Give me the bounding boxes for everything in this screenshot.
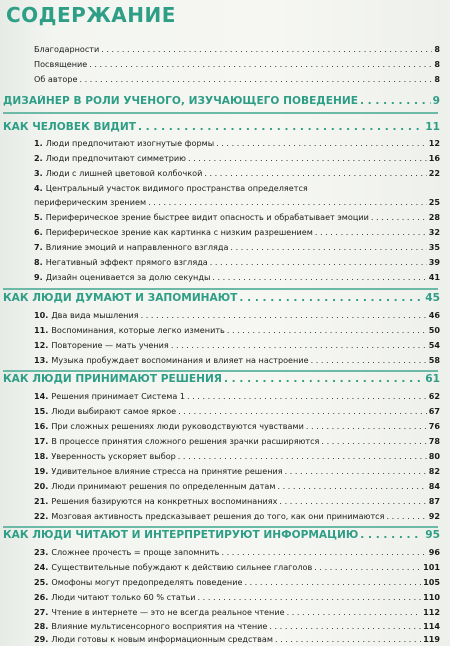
entry-text: Люди готовы к новым информационным средствам [51,634,273,644]
entry-text: В процессе принятия сложного решения зрачки расширяются [51,436,320,446]
heading-text: КАК ЛЮДИ ЧИТАЮТ И ИНТЕРПРЕТИРУЮТ ИНФОРМАЦИЮ [3,529,359,541]
toc-entry[interactable] [34,167,440,180]
entry-page: 96 [428,547,440,557]
section-heading[interactable] [3,121,440,133]
toc-entry[interactable] [34,420,440,433]
entry-number: 29. [34,634,49,644]
entry-text: Влияние мультисенсорного восприятия на чтение [51,621,268,631]
entry-page: 8 [434,74,440,84]
dot-leader [227,324,427,337]
entry-page: 28 [428,212,440,222]
entry-page: 76 [428,421,440,431]
entry-page: 35 [428,242,440,252]
toc-part-heading[interactable] [3,95,440,107]
toc-entry[interactable] [34,152,440,165]
toc-entry[interactable] [34,606,440,619]
entry-page: 16 [428,153,440,163]
entry-number: 22. [34,511,49,521]
entry-page: 54 [428,340,440,350]
entry-text: Существительные побуждают к действию сильнее глаголов [51,562,313,572]
entry-page: 110 [423,592,440,602]
page-title: СОДЕРЖАНИЕ [6,3,176,27]
section-heading[interactable] [3,529,440,541]
entry-page: 22 [428,168,440,178]
dot-leader [187,390,427,403]
entry-page: 25 [428,197,440,207]
entry-text-continued: периферическим зрением [34,197,147,207]
toc-entry[interactable] [34,211,440,224]
toc-entry-dedication[interactable] [34,58,440,71]
entry-page: 80 [428,451,440,461]
dot-leader [287,606,422,619]
dot-leader [210,256,427,269]
entry-text: Удивительное влияние стресса на принятие решения [51,466,283,476]
entry-text: Чтение в интернете — это не всегда реальное чтение [51,607,285,617]
dot-leader [178,405,427,418]
entry-number: 25. [34,577,49,587]
entry-number: 12. [34,340,49,350]
entry-page: 58 [428,355,440,365]
heading-text: КАК ЧЕЛОВЕК ВИДИТ [3,121,136,133]
entry-text: Люди предпочитают симметрию [45,153,186,163]
toc-entry[interactable] [34,480,440,493]
toc-entry[interactable] [34,226,440,239]
dot-leader [79,73,432,86]
entry-page: 82 [428,466,440,476]
toc-entry[interactable] [34,241,440,254]
toc-entry[interactable] [34,256,440,269]
entry-page: 8 [434,44,440,54]
entry-text: Люди выбирают самое яркое [51,406,177,416]
entry-number: 15. [34,406,49,416]
entry-number: 7. [34,242,43,252]
toc-entry-acknowledgements[interactable] [34,43,440,56]
heading-page: 95 [425,529,440,541]
entry-page: 92 [428,511,440,521]
toc-entry[interactable] [34,137,440,150]
entry-number: 6. [34,227,43,237]
dot-leader [148,196,427,209]
dot-leader [314,561,421,574]
entry-text: Центральный участок видимого пространства определяется [45,183,308,193]
section-heading[interactable] [3,292,440,304]
toc-entry[interactable] [34,495,440,508]
entry-number: 9. [34,272,43,282]
entry-number: 28. [34,621,49,631]
section-divider [3,526,438,528]
dot-leader [279,495,426,508]
toc-entry[interactable] [34,390,440,403]
toc-entry[interactable] [34,405,440,418]
entry-page: 78 [428,436,440,446]
dot-leader [321,435,426,448]
entry-number: 5. [34,212,43,222]
entry-page: 46 [428,310,440,320]
heading-page: 11 [425,121,440,133]
entry-text: Люди предпочитают изогнутые формы [45,138,215,148]
entry-number: 24. [34,562,49,572]
dot-leader [311,354,427,367]
entry-page: 84 [428,481,440,491]
entry-text: Воспоминания, которые легко изменить [51,325,225,335]
entry-number: 20. [34,481,49,491]
section-heading[interactable] [3,373,440,385]
section-divider [3,112,438,114]
dot-leader [360,529,423,541]
entry-page: 114 [423,621,440,631]
entry-text: Периферическое зрение как картинка с низким разрешением [45,227,313,237]
entry-text: Решения базируются на конкретных воспоминаниях [51,496,278,506]
entry-number: 13. [34,355,49,365]
dot-leader [386,510,426,523]
entry-page: 12 [428,138,440,148]
toc-entry[interactable] [34,465,440,478]
dot-leader [198,591,422,604]
dot-leader [230,241,426,254]
entry-text: Мозговая активность предсказывает решения до того, как они принимаются [51,511,385,521]
toc-entry[interactable] [34,324,440,337]
entry-page: 105 [423,577,440,587]
entry-page: 8 [434,59,440,69]
dot-leader [277,480,426,493]
entry-page: 62 [428,391,440,401]
entry-number: 1. [34,138,43,148]
toc-entry-about-author[interactable] [34,73,440,86]
entry-text: Люди принимают решения по определенным датам [51,481,276,491]
entry-text: Повторение — мать учения [51,340,169,350]
entry-page: 41 [428,272,440,282]
entry-number: 11. [34,325,49,335]
dot-leader [171,339,427,352]
entry-text: Дизайн оценивается за долю секунды [45,272,211,282]
entry-text: Влияние эмоций и направленного взгляда [45,242,229,252]
toc-entry[interactable] [34,309,440,322]
heading-text: КАК ЛЮДИ ДУМАЮТ И ЗАПОМИНАЮТ [3,292,238,304]
toc-entry[interactable] [34,546,440,559]
dot-leader [315,226,427,239]
toc-entry[interactable] [34,576,440,589]
entry-number: 23. [34,547,49,557]
dot-leader [224,373,423,385]
entry-text: Люди читают только 60 % статьи [51,592,196,602]
dot-leader [204,167,426,180]
dot-leader [285,465,427,478]
dot-leader [239,292,423,304]
toc-entry[interactable] [34,450,440,463]
dot-leader [216,137,427,150]
toc-entry[interactable] [34,591,440,604]
dot-leader [244,576,421,589]
toc-entry[interactable] [34,339,440,352]
dot-leader [188,152,427,165]
dot-leader [101,43,432,56]
entry-number: 4. [34,183,43,193]
entry-number: 10. [34,310,49,320]
entry-text: Об авторе [34,74,78,84]
section-divider [3,370,438,372]
toc-entry[interactable] [34,354,440,367]
dot-leader [306,420,427,433]
entry-number: 26. [34,592,49,602]
entry-number: 2. [34,153,43,163]
toc-entry[interactable] [34,435,440,448]
entry-page: 39 [428,257,440,267]
entry-number: 16. [34,421,49,431]
entry-text: Сложнее прочесть = проще запомнить [51,547,220,557]
entry-text: Решения принимает Система 1 [51,391,186,401]
heading-page: 45 [425,292,440,304]
entry-number: 3. [34,168,43,178]
entry-text: Благодарности [34,44,100,54]
entry-text: Уверенность ускоряет выбор [51,451,176,461]
entry-text: Музыка пробуждает воспоминания и влияет на настроение [51,355,309,365]
entry-number: 8. [34,257,43,267]
entry-page: 32 [428,227,440,237]
entry-number: 18. [34,451,49,461]
entry-number: 21. [34,496,49,506]
dot-leader [221,546,426,559]
heading-page: 61 [425,373,440,385]
entry-number: 27. [34,607,49,617]
heading-text: КАК ЛЮДИ ПРИНИМАЮТ РЕШЕНИЯ [3,373,222,385]
heading-text: ДИЗАЙНЕР В РОЛИ УЧЕНОГО, ИЗУЧАЮЩЕГО ПОВЕДЕНИЕ [3,95,358,107]
dot-leader [141,309,427,322]
entry-number: 14. [34,391,49,401]
dot-leader [269,620,421,633]
toc-entry-first-line[interactable] [34,182,308,195]
dot-leader [138,121,423,133]
entry-page: 50 [428,325,440,335]
entry-number: 19. [34,466,49,476]
entry-page: 112 [423,607,440,617]
entry-text: Посвящение [34,59,88,69]
dot-leader [360,95,431,107]
toc-entry[interactable] [34,620,440,633]
section-divider [3,288,438,290]
toc-entry[interactable] [34,561,440,574]
entry-page: 87 [428,496,440,506]
toc-entry[interactable] [34,510,440,523]
dot-leader [371,211,427,224]
toc-entry[interactable] [34,633,440,646]
dot-leader [89,58,432,71]
entry-text: Периферическое зрение быстрее видит опасность и обрабатывает эмоции [45,212,369,222]
entry-page: 67 [428,406,440,416]
toc-entry[interactable] [34,271,440,284]
entry-page: 119 [423,634,440,644]
entry-text: Два вида мышления [51,310,139,320]
entry-page: 101 [423,562,440,572]
entry-number: 17. [34,436,49,446]
entry-text: Люди с лишней цветовой колбочкой [45,168,203,178]
dot-leader [275,633,421,646]
dot-leader [212,271,426,284]
entry-text: Негативный эффект прямого взгляда [45,257,208,267]
toc-entry-continuation[interactable] [34,196,440,209]
heading-page: 9 [432,95,440,107]
entry-text: При сложных решениях люди руководствуются чувствами [51,421,304,431]
entry-text: Омофоны могут предопределять поведение [51,577,243,587]
dot-leader [178,450,427,463]
